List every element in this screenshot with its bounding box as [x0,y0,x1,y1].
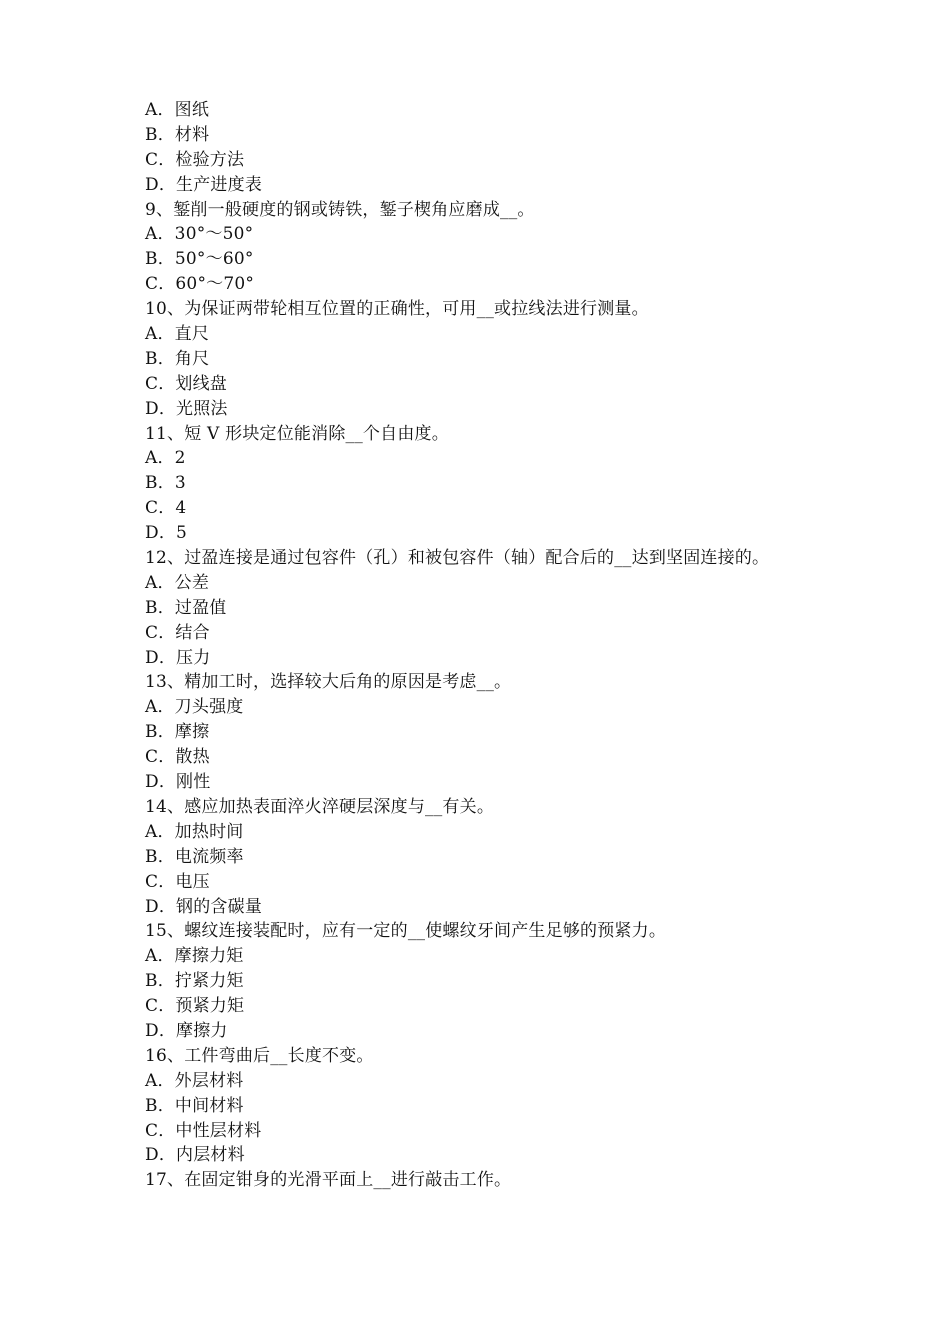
option-c: C．4 [145,498,187,519]
question-16: 16、工件弯曲后__长度不变。 [145,1045,374,1066]
option-c: C．划线盘 [145,373,228,394]
option-a: A．公差 [145,572,210,593]
option-d: D．生产进度表 [145,174,263,195]
question-17: 17、在固定钳身的光滑平面上__进行敲击工作。 [145,1170,512,1191]
option-b: B．50°～60° [145,249,254,270]
option-b: B．3 [145,473,186,494]
option-c: C．中性层材料 [145,1120,262,1141]
option-c: C．预紧力矩 [145,996,245,1017]
option-b: B．摩擦 [145,722,210,743]
option-c: C．结合 [145,622,210,643]
question-14: 14、感应加热表面淬火淬硬层深度与__有关。 [145,796,495,817]
option-c: C．电压 [145,871,210,892]
question-11: 11、短 V 形块定位能消除__个自由度。 [145,423,449,444]
option-a: A．摩擦力矩 [145,946,244,967]
option-a: A．加热时间 [145,821,244,842]
option-d: D．刚性 [145,772,211,793]
option-d: D．摩擦力 [145,1020,228,1041]
option-a: A．30°～50° [145,224,254,245]
option-c: C．检验方法 [145,149,245,170]
question-13: 13、精加工时，选择较大后角的原因是考虑__。 [145,672,512,693]
option-b: B．中间材料 [145,1095,244,1116]
option-a: A．直尺 [145,324,210,345]
option-c: C．60°～70° [145,274,255,295]
option-c: C．散热 [145,747,210,768]
option-b: B．材料 [145,124,210,145]
option-a: A．外层材料 [145,1070,244,1091]
option-a: A．刀头强度 [145,697,244,718]
question-15: 15、螺纹连接装配时，应有一定的__使螺纹牙间产生足够的预紧力。 [145,921,667,942]
option-b: B．角尺 [145,348,210,369]
question-9: 9、錾削一般硬度的钢或铸铁，錾子楔角应磨成__。 [145,199,535,220]
option-b: B．过盈值 [145,597,227,618]
option-b: B．电流频率 [145,846,244,867]
question-10: 10、为保证两带轮相互位置的正确性，可用__或拉线法进行测量。 [145,299,649,320]
option-d: D．钢的含碳量 [145,896,263,917]
option-d: D．5 [145,523,188,544]
option-b: B．拧紧力矩 [145,971,244,992]
option-d: D．压力 [145,647,211,668]
question-text-block [145,98,845,1193]
question-12: 12、过盈连接是通过包容件（孔）和被包容件（轴）配合后的__达到坚固连接的。 [145,548,770,569]
option-d: D．光照法 [145,398,228,419]
option-d: D．内层材料 [145,1145,245,1166]
option-a: A．2 [145,448,186,469]
option-a: A．图纸 [145,100,210,120]
